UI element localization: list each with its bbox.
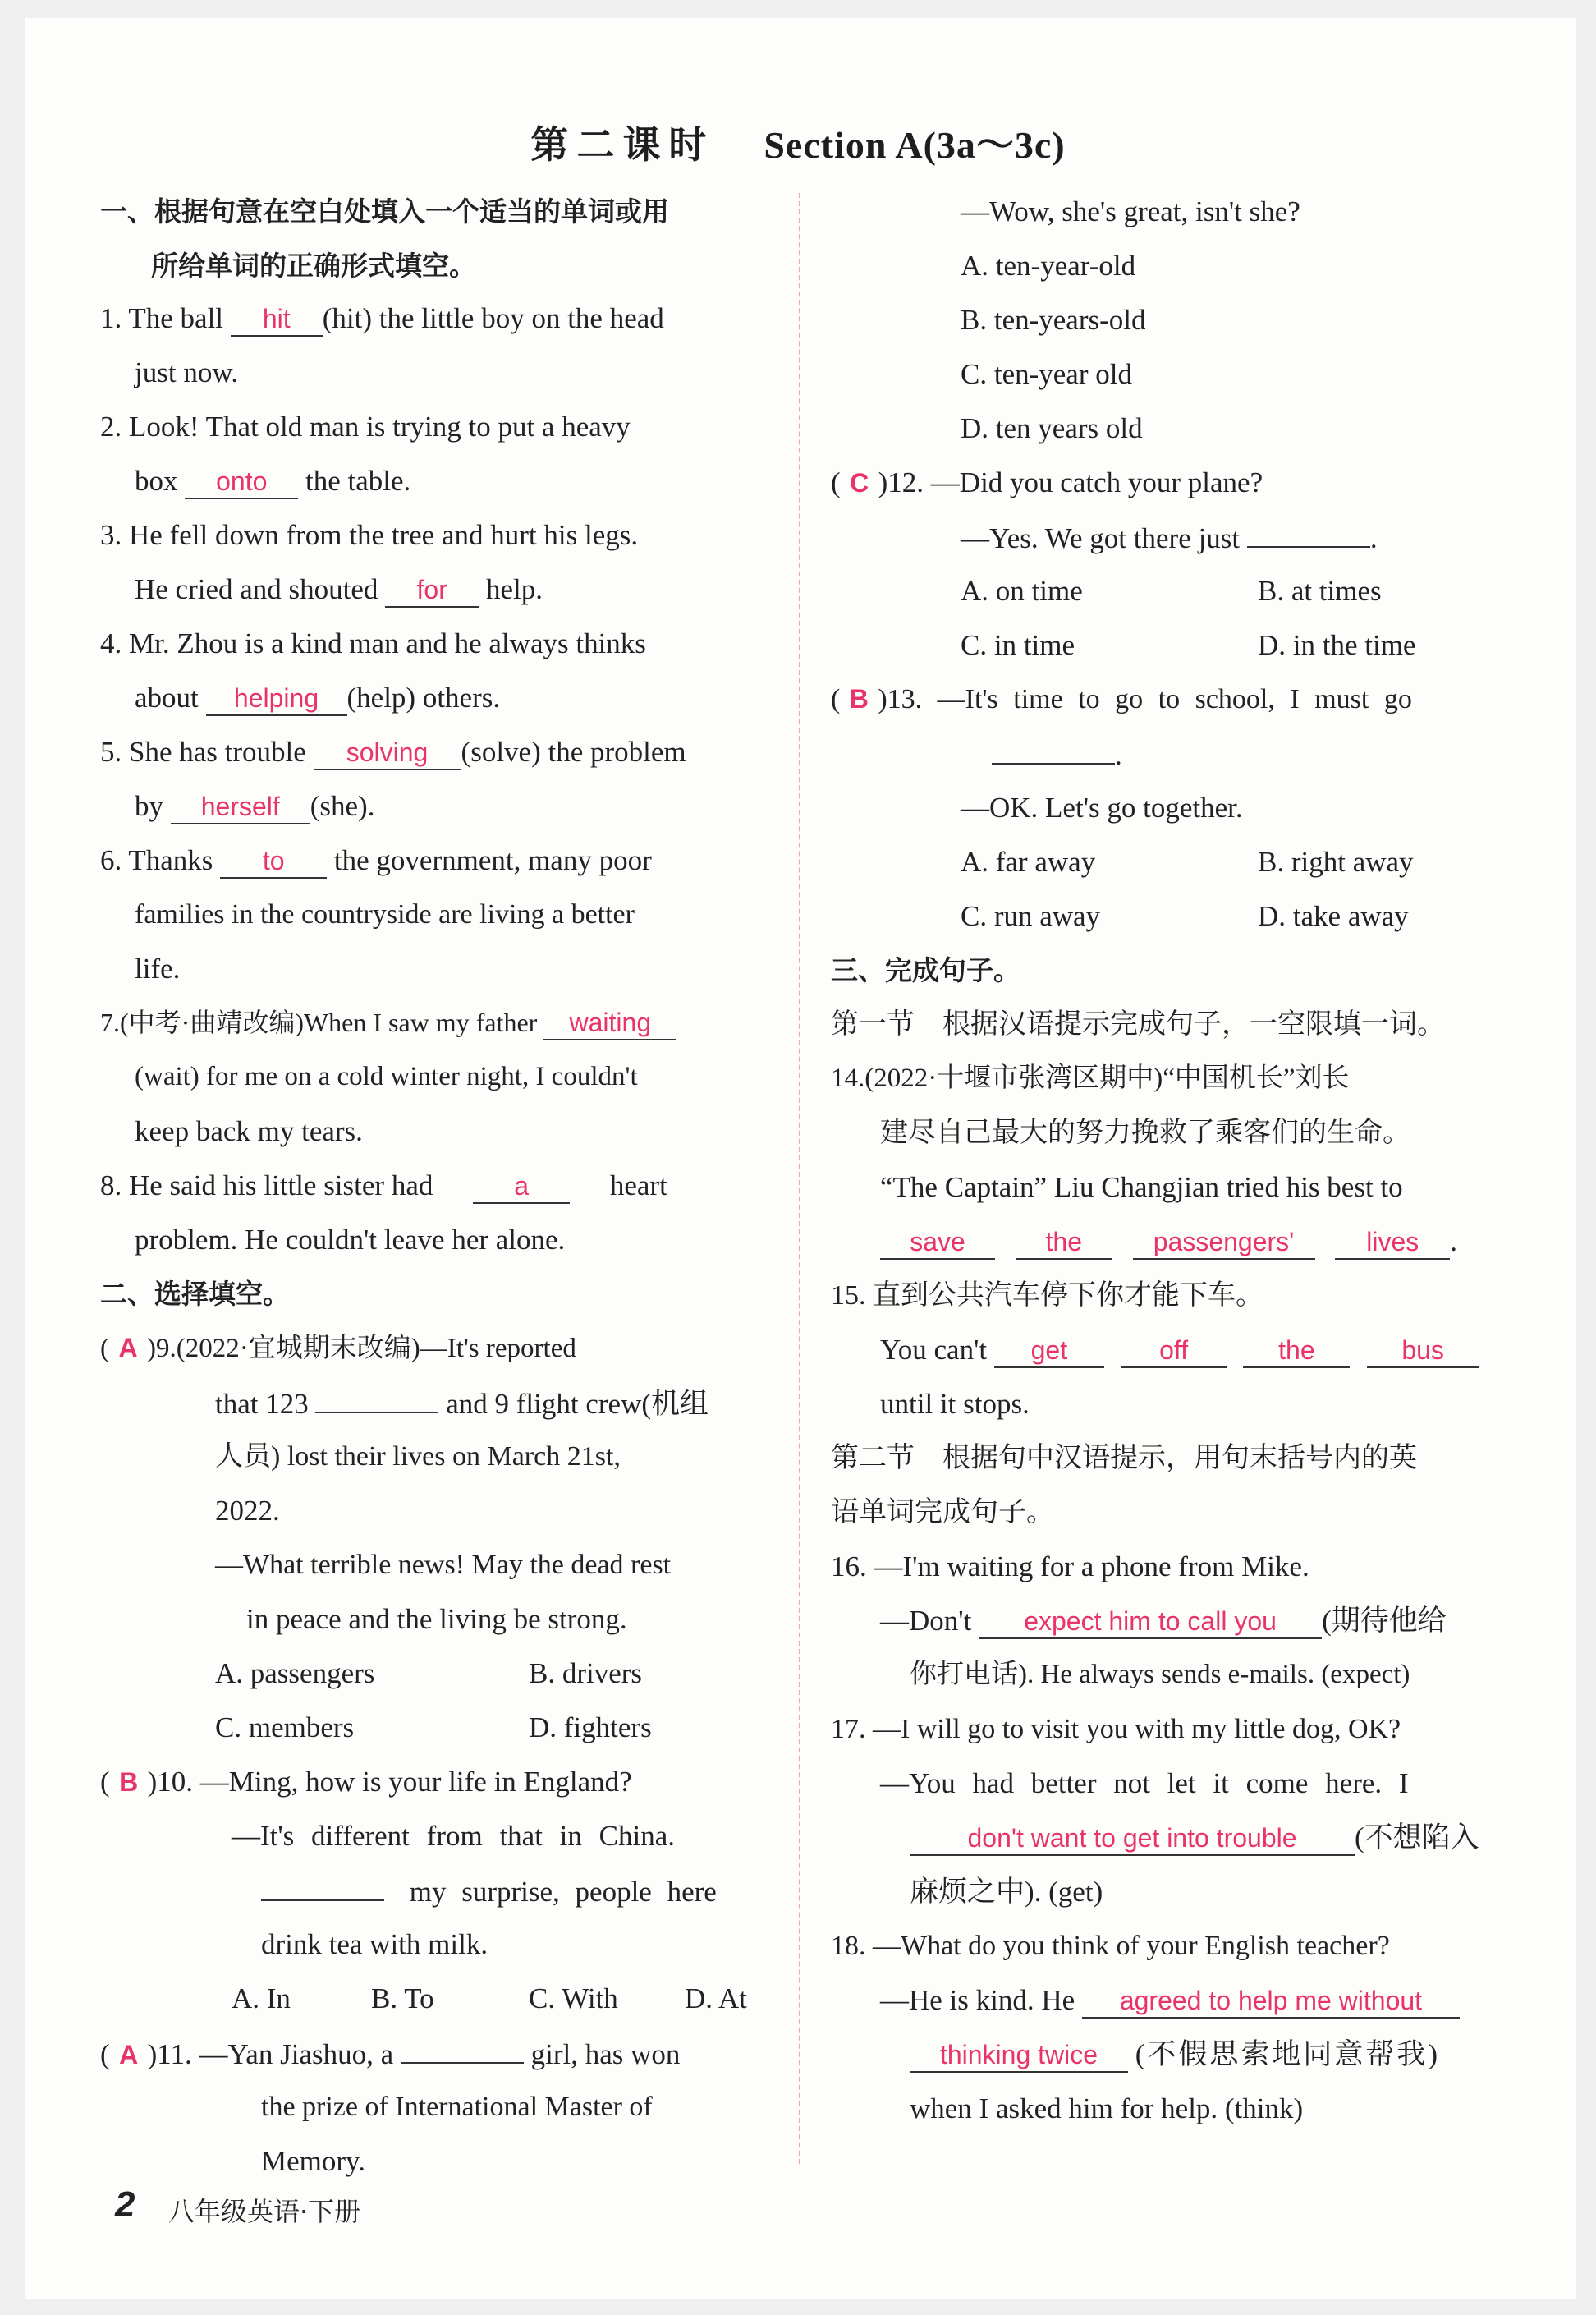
question-16-cont: —Don't expect him to call you (期待他给 bbox=[880, 1602, 1447, 1639]
answer-6: to bbox=[220, 844, 327, 879]
question-17-cont2: don't want to get into trouble (不想陷入 bbox=[910, 1819, 1479, 1856]
answer-3: for bbox=[385, 573, 479, 608]
answer-5b: herself bbox=[171, 790, 310, 824]
question-9-cont2: 人员) lost their lives on March 21st, bbox=[215, 1441, 621, 1472]
question-14: 14.(2022·十堰市张湾区期中)“中国机长”刘长 bbox=[831, 1063, 1350, 1093]
part3-heading: 三、完成句子。 bbox=[831, 954, 1020, 986]
answer-12: C bbox=[850, 468, 869, 498]
option-13b: B. right away bbox=[1258, 846, 1414, 878]
part1-heading: 一、根据句意在空白处填入一个适当的单词或用 bbox=[100, 195, 669, 227]
part2-heading: 二、选择填空。 bbox=[100, 1278, 290, 1310]
answer-14d: lives bbox=[1335, 1225, 1450, 1260]
question-12: ( C )12. —Did you catch your plane? bbox=[831, 464, 1263, 502]
question-13: ( B )13. —It's time to go to school, I must go bbox=[831, 681, 1412, 718]
question-1: 1. The ball hit (hit) the little boy on the head bbox=[100, 300, 664, 337]
answer-13: B bbox=[849, 684, 869, 714]
option-12b: B. at times bbox=[1258, 575, 1382, 607]
option-11a: A. ten-year-old bbox=[961, 250, 1136, 282]
question-18-cont3: when I asked him for help. (think) bbox=[910, 2092, 1304, 2124]
option-13d: D. take away bbox=[1258, 900, 1409, 932]
question-6-cont2: life. bbox=[135, 953, 181, 985]
question-18: 18. —What do you think of your English teacher? bbox=[831, 1931, 1390, 1961]
section-2-instruction-cont: 语单词完成句子。 bbox=[831, 1497, 1054, 1527]
question-17-cont: —You had better not let it come here. I bbox=[880, 1767, 1409, 1799]
book-title: 八年级英语·下册 bbox=[168, 2196, 361, 2227]
question-3: 3. He fell down from the tree and hurt his legs. bbox=[100, 519, 639, 551]
question-16-cont2: 你打电话). He always sends e-mails. (expect) bbox=[910, 1660, 1410, 1689]
question-18-cont2: thinking twice (不假思索地同意帮我) bbox=[910, 2036, 1440, 2073]
section-1-instruction: 第一节 根据汉语提示完成句子，一空限填一词。 bbox=[831, 1009, 1445, 1040]
option-12a: A. on time bbox=[961, 575, 1083, 607]
question-6-cont: families in the countryside are living a better bbox=[135, 899, 635, 930]
question-15: 15. 直到公共汽车停下你才能下车。 bbox=[831, 1280, 1264, 1311]
blank-11 bbox=[401, 2034, 524, 2064]
blank-13 bbox=[992, 735, 1115, 765]
lesson-label: 第二课时 bbox=[530, 124, 715, 166]
option-11c: C. ten-year old bbox=[961, 358, 1132, 390]
answer-2: onto bbox=[185, 465, 298, 499]
question-5: 5. She has trouble solving (solve) the problem bbox=[100, 733, 686, 770]
question-4-cont: about helping (help) others. bbox=[135, 679, 500, 716]
question-2-cont: box onto the table. bbox=[135, 462, 410, 499]
question-17-cont3: 麻烦之中). (get) bbox=[910, 1876, 1103, 1908]
answer-4: helping bbox=[206, 682, 347, 716]
option-12c: C. in time bbox=[961, 629, 1075, 661]
answer-14b: the bbox=[1016, 1225, 1112, 1260]
answer-15a: get bbox=[994, 1334, 1104, 1368]
answer-15b: off bbox=[1121, 1334, 1227, 1368]
question-5-cont: by herself (she). bbox=[135, 788, 374, 824]
option-9a: A. passengers bbox=[215, 1657, 375, 1689]
question-11: ( A )11. —Yan Jiashuo, a girl, has won bbox=[100, 2034, 680, 2074]
question-16: 16. —I'm waiting for a phone from Mike. bbox=[831, 1550, 1309, 1582]
question-10-cont: —It's different from that in China. bbox=[232, 1820, 676, 1852]
answer-17: don't want to get into trouble bbox=[910, 1821, 1355, 1856]
answer-15c: the bbox=[1243, 1334, 1350, 1368]
option-10c: C. With bbox=[529, 1982, 618, 2014]
page-number: 2 bbox=[115, 2184, 135, 2225]
question-8: 8. He said his little sister had a heart bbox=[100, 1167, 667, 1204]
answer-10: B bbox=[119, 1767, 139, 1797]
question-11-cont3: —Wow, she's great, isn't she? bbox=[961, 195, 1300, 227]
section-label: Section A(3a～3c) bbox=[764, 124, 1066, 166]
blank-10 bbox=[261, 1872, 384, 1901]
blank-9 bbox=[315, 1384, 438, 1413]
question-9-cont4: —What terrible news! May the dead rest bbox=[215, 1550, 672, 1580]
answer-9: A bbox=[118, 1333, 138, 1362]
answer-14c: passengers' bbox=[1133, 1225, 1315, 1260]
question-9-cont5: in peace and the living be strong. bbox=[246, 1603, 627, 1635]
question-11-cont2: Memory. bbox=[261, 2145, 366, 2177]
option-10a: A. In bbox=[232, 1982, 291, 2014]
question-3-cont: He cried and shouted for help. bbox=[135, 571, 543, 608]
question-11-cont: the prize of International Master of bbox=[261, 2092, 653, 2122]
option-11d: D. ten years old bbox=[961, 412, 1143, 444]
question-17: 17. —I will go to visit you with my little dog, OK? bbox=[831, 1714, 1401, 1744]
question-8-cont: problem. He couldn't leave her alone. bbox=[135, 1224, 566, 1256]
page-title bbox=[0, 115, 1596, 169]
question-9-cont3: 2022. bbox=[215, 1495, 280, 1527]
question-2: 2. Look! That old man is trying to put a heavy bbox=[100, 411, 631, 443]
answer-1: hit bbox=[231, 302, 323, 337]
question-15-cont2: until it stops. bbox=[880, 1388, 1030, 1420]
option-9d: D. fighters bbox=[529, 1711, 652, 1743]
column-divider bbox=[799, 193, 800, 2164]
option-12d: D. in the time bbox=[1258, 629, 1416, 661]
option-11b: B. ten-years-old bbox=[961, 304, 1146, 336]
part1-heading-2: 所给单词的正确形式填空。 bbox=[151, 250, 476, 282]
answer-14a: save bbox=[880, 1225, 995, 1260]
question-4: 4. Mr. Zhou is a kind man and he always thinks bbox=[100, 627, 646, 659]
question-7: 7.(中考·曲靖改编)When I saw my father waiting bbox=[100, 1004, 676, 1041]
blank-12 bbox=[1247, 518, 1370, 548]
question-15-cont: You can't get off the bus bbox=[880, 1331, 1479, 1368]
question-7-cont: (wait) for me on a cold winter night, I couldn't bbox=[135, 1062, 638, 1091]
answer-5: solving bbox=[314, 736, 461, 770]
option-10b: B. To bbox=[371, 1982, 434, 2014]
answer-15d: bus bbox=[1367, 1334, 1479, 1368]
option-10d: D. At bbox=[685, 1982, 747, 2014]
question-9-cont: that 123 and 9 flight crew(机组 bbox=[215, 1384, 709, 1422]
answer-18b: thinking twice bbox=[910, 2038, 1128, 2073]
question-12-cont: —Yes. We got there just . bbox=[961, 518, 1378, 557]
answer-18a: agreed to help me without bbox=[1082, 1984, 1460, 2019]
option-13c: C. run away bbox=[961, 900, 1101, 932]
question-7-cont2: keep back my tears. bbox=[135, 1115, 363, 1147]
question-10-cont2: my surprise, people here bbox=[261, 1872, 717, 1910]
question-6: 6. Thanks to the government, many poor bbox=[100, 842, 652, 879]
question-18-cont: —He is kind. He agreed to help me without bbox=[880, 1982, 1460, 2019]
question-14-cont2: “The Captain” Liu Changjian tried his best to bbox=[880, 1171, 1403, 1203]
question-10-cont3: drink tea with milk. bbox=[261, 1928, 488, 1960]
option-13a: A. far away bbox=[961, 846, 1096, 878]
answer-7: waiting bbox=[543, 1006, 676, 1040]
answer-11: A bbox=[119, 2040, 139, 2069]
question-1-cont: just now. bbox=[135, 356, 239, 388]
option-9c: C. members bbox=[215, 1711, 355, 1743]
question-14-answers: save the passengers' lives . bbox=[880, 1223, 1457, 1260]
question-14-cont: 建尽自己最大的努力挽救了乘客们的生命。 bbox=[880, 1118, 1410, 1148]
question-10: ( B )10. —Ming, how is your life in England? bbox=[100, 1763, 632, 1801]
section-2-instruction: 第二节 根据句中汉语提示，用句末括号内的英 bbox=[831, 1443, 1417, 1473]
answer-8: a bbox=[473, 1169, 570, 1204]
question-9: ( A )9.(2022·宜城期末改编)—It's reported bbox=[100, 1330, 576, 1367]
answer-16: expect him to call you bbox=[979, 1605, 1322, 1639]
question-13-cont2: —OK. Let's go together. bbox=[961, 792, 1243, 824]
option-9b: B. drivers bbox=[529, 1657, 643, 1689]
question-13-cont: . bbox=[992, 735, 1122, 774]
